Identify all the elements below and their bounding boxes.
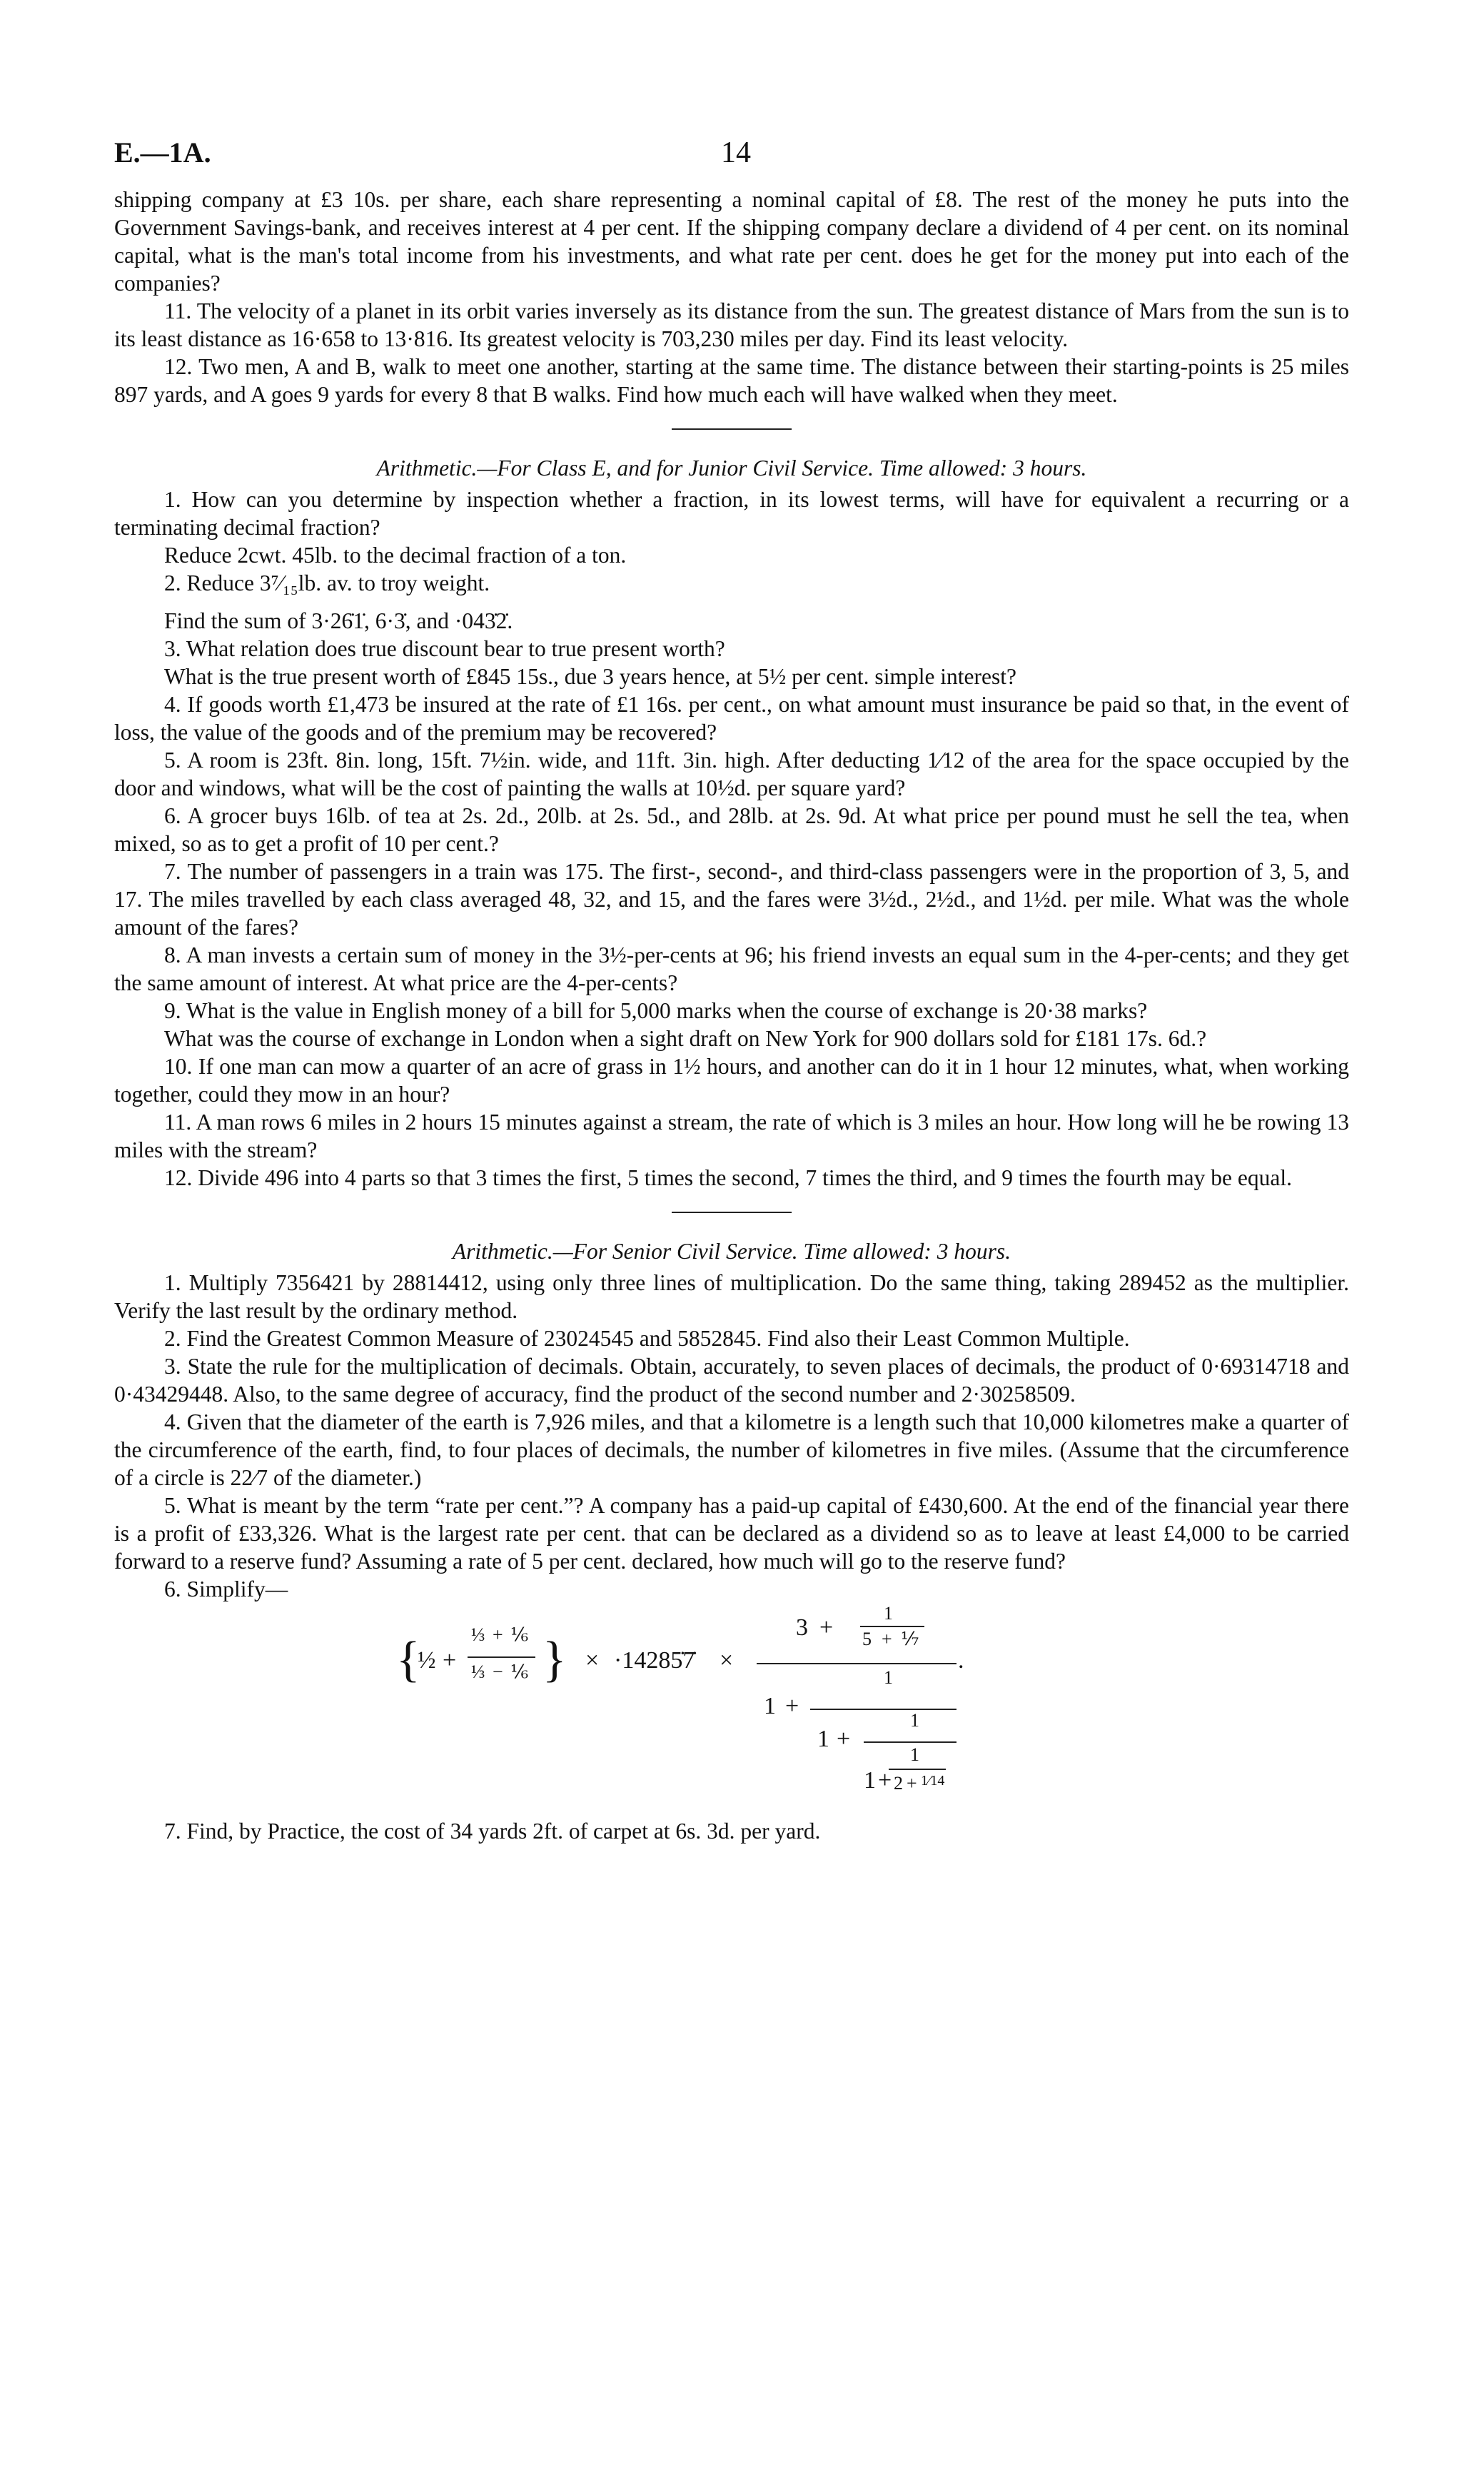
question: 7. The number of passengers in a train was 175. The first-, second-, and third-class passengers were in the proportion of 3, 5, and 17. The miles travelled by each class averaged 48, 32, and 15, and the fares were 3½d., 2½d., and 1½d. per mile. What was the whole amount of the fares? [114, 859, 1349, 940]
page-header [114, 136, 1349, 186]
fraction-line [860, 1626, 924, 1627]
question: Find the sum of 3·26̇1̇, 6·3̇, and ·043̇2̇. [164, 608, 513, 633]
section-heading: Arithmetic.—For Class E, and for Junior Civil Service. Time allowed: 3 hours. [376, 456, 1087, 481]
sixth-term: ⅙ [510, 1661, 529, 1682]
fourteenth-term: 1⁄14 [921, 1773, 945, 1789]
question: Reduce 2cwt. 45lb. to the decimal fraction of a ton. [164, 543, 627, 568]
plus-sign: + [785, 1693, 799, 1719]
one: 1 [884, 1667, 893, 1688]
one: 1 [817, 1726, 829, 1752]
paragraph: 11. The velocity of a planet in its orbit varies inversely as its distance from the sun. The greatest distance of Mars from the sun is to its least distance as 16·658 to 13·816. Its greatest velocity is 703,230 miles per day. Find its least velocity. [114, 298, 1349, 351]
one: 1 [910, 1744, 919, 1765]
document-page [114, 136, 1349, 1845]
plus-sign: + [882, 1629, 892, 1649]
period: . [958, 1647, 964, 1674]
plus-sign: + [907, 1773, 917, 1794]
one: 1 [884, 1603, 893, 1624]
simplify-expression [114, 1603, 1349, 1817]
question: 12. Divide 496 into 4 parts so that 3 times the first, 5 times the second, 7 times the third, and 9 times the fourth may be equal. [164, 1165, 1292, 1190]
minus-sign: − [493, 1661, 503, 1682]
question: What is the true present worth of £845 15s., due 3 years hence, at 5½ per cent. simple interest? [164, 664, 1017, 689]
times-sign: × [720, 1647, 734, 1674]
left-brace: { [396, 1632, 420, 1687]
question: 10. If one man can mow a quarter of an acre of grass in 1½ hours, and another can do it in 1 hour 12 minutes, what, when working together, could they mow in an hour? [114, 1054, 1349, 1107]
one: 1 [910, 1710, 919, 1731]
question: 5. A room is 23ft. 8in. long, 15ft. 7½in. wide, and 11ft. 3in. high. After deducting 1⁄12 of the area for the space occupied by the door and windows, what will be the cost of painting the walls at 10½d. per square yard? [114, 748, 1349, 800]
fraction-line [889, 1769, 946, 1770]
seventh-term: ⅐ [901, 1629, 919, 1649]
one: 1 [864, 1767, 876, 1794]
plus-sign: + [443, 1647, 457, 1674]
plus-sign: + [819, 1614, 834, 1641]
section-divider [672, 428, 792, 430]
question: 8. A man invests a certain sum of money in the 3½-per-cents at 96; his friend invests an equal sum in the 4-per-cents; and they get the same amount of interest. At what price are the 4-per-cents? [114, 942, 1349, 995]
two: 2 [894, 1773, 903, 1794]
third-term: ⅓ [471, 1624, 485, 1645]
question: 2. Reduce 3⁷⁄₁₅lb. av. to troy weight. [164, 570, 490, 595]
one: 1 [764, 1693, 776, 1719]
sixth-term: ⅙ [510, 1624, 529, 1645]
question: 3. What relation does true discount bear to true present worth? [164, 636, 725, 661]
paragraph: shipping company at £3 10s. per share, each share representing a nominal capital of £8. The rest of the money he puts into the Government Savings-bank, and receives interest at 4 per cent. If the shipping company declare a dividend of 4 per cent. on its nominal capital, what is the man's total income from his investments, and what rate per cent. does he get for the money put into each of the companies? [114, 187, 1349, 296]
plus-sign: + [837, 1726, 851, 1752]
question: 1. How can you determine by inspection whether a fraction, in its lowest terms, will have for equivalent a recurring or a terminating decimal fraction? [114, 487, 1349, 540]
question: 1. Multiply 7356421 by 28814412, using only three lines of multiplication. Do the same thing, taking 289452 as the multiplier. Verify the last result by the ordinary method. [114, 1270, 1349, 1323]
fraction-line [864, 1741, 956, 1743]
question: What was the course of exchange in London when a sight draft on New York for 900 dollars sold for £181 17s. 6d.? [164, 1026, 1207, 1051]
question: 4. Given that the diameter of the earth is 7,926 miles, and that a kilometre is a length such that 10,000 kilometres make a quarter of the circumference of the earth, find, to four places of decimals, the number of kilometres in five miles. (Assume that the circumference of a circle is 22⁄7 of the diameter.) [114, 1409, 1349, 1490]
five: 5 [862, 1629, 872, 1649]
question: 4. If goods worth £1,473 be insured at the rate of £1 16s. per cent., on what amount must insurance be paid so that, in the event of loss, the value of the goods and of the premium may be recovered? [114, 692, 1349, 745]
question: 9. What is the value in English money of a bill for 5,000 marks when the course of exchange is 20·38 marks? [164, 998, 1148, 1023]
plus-sign: + [878, 1767, 892, 1794]
fraction-line [810, 1709, 956, 1710]
plus-sign: + [493, 1624, 503, 1645]
paragraph: 12. Two men, A and B, walk to meet one another, starting at the same time. The distance between their starting-points is 25 miles 897 yards, and A goes 9 yards for every 8 that B walks. Find how much each will have walked when they meet. [114, 354, 1349, 407]
question: 3. State the rule for the multiplication of decimals. Obtain, accurately, to seven places of decimals, the product of 0·69314718 and 0·43429448. Also, to the same degree of accuracy, find the product of the second number and 2·30258509. [114, 1354, 1349, 1407]
fraction-line [468, 1656, 535, 1658]
times-sign: × [585, 1647, 600, 1674]
question: 11. A man rows 6 miles in 2 hours 15 minutes against a stream, the rate of which is 3 miles an hour. How long will he be rowing 13 miles with the stream? [114, 1110, 1349, 1162]
document-code: E.—1A. [114, 136, 211, 169]
page-number: 14 [721, 136, 751, 169]
section-heading: Arithmetic.—For Senior Civil Service. Time allowed: 3 hours. [452, 1239, 1011, 1264]
question: 6. Simplify— [164, 1577, 288, 1601]
third-term: ⅓ [471, 1661, 485, 1682]
half-term: ½ [418, 1647, 436, 1674]
question: 6. A grocer buys 16lb. of tea at 2s. 2d., 20lb. at 2s. 5d., and 28lb. at 2s. 9d. At what price per pound must he sell the tea, when mixed, so as to get a profit of 10 per cent.? [114, 803, 1349, 856]
question: 2. Find the Greatest Common Measure of 23024545 and 5852845. Find also their Least Common Multiple. [164, 1326, 1130, 1351]
main-fraction-line [757, 1663, 956, 1664]
question: 7. Find, by Practice, the cost of 34 yards 2ft. of carpet at 6s. 3d. per yard. [164, 1819, 821, 1844]
section-divider [672, 1212, 792, 1213]
repeating-decimal: ·14285̇7̇ [614, 1647, 695, 1674]
right-brace: } [542, 1632, 567, 1687]
three: 3 [796, 1614, 808, 1641]
question: 5. What is meant by the term “rate per cent.”? A company has a paid-up capital of £430,600. At the end of the financial year there is a profit of £33,326. What is the largest rate per cent. that can be declared as a dividend so as to leave at least £4,000 to be carried forward to a reserve fund? Assuming a rate of 5 per cent. declared, how much will go to the reserve fund? [114, 1493, 1349, 1574]
